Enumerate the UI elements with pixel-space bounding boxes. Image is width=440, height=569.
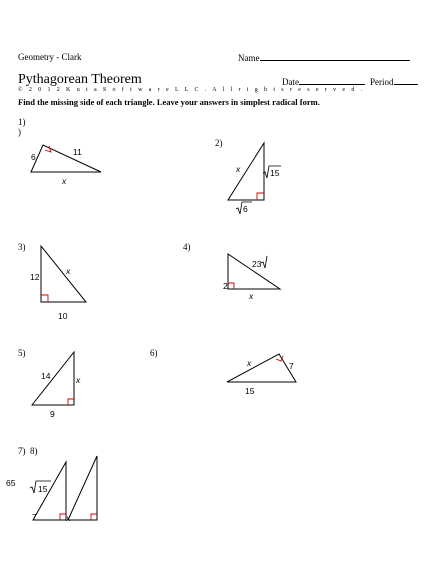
p6-unknown: x [247,358,252,368]
p4-top: 23 [252,259,262,269]
p7-left-num: 65 [6,478,16,488]
right-angle-5 [68,399,74,405]
copyright-line: © 2 0 1 2 K u t a S o f t w a r e L L C . A l l r i g h t s r e s e r v e d . [18,87,365,93]
p6-hyp: 15 [245,386,255,396]
problem-3-number: 3) [18,242,26,252]
period-label: Period [370,77,394,87]
right-angle-8 [91,514,97,520]
triangle-8 [68,456,97,520]
right-angle-2 [257,193,264,200]
problem-4-number: 4) [183,242,191,252]
problem-2-number: 2) [215,138,223,148]
problem-7-number: 7) [18,446,26,456]
p5-unknown: x [76,375,81,385]
p7-base: 7 [32,512,37,522]
p4-unknown: x [249,291,254,301]
p2-unknown: x [236,164,241,174]
p2-radical-b: 6 [243,204,248,214]
p3-leg-a: 12 [30,272,40,282]
radical-sign-4 [261,256,267,268]
triangle-1 [31,145,101,172]
p4-left: 2 [223,281,228,291]
instructions: Find the missing side of each triangle. Leave your answers in simplest radical form. [18,97,320,107]
triangle-6 [227,354,296,382]
triangle-5 [32,352,74,405]
p1-leg-a: 6 [31,152,36,162]
p3-leg-b: 10 [58,311,68,321]
p5-hyp: 14 [41,371,51,381]
right-angle-6 [276,356,283,361]
p1-unknown: x [62,176,67,186]
problem-1-number: 1) [18,117,26,127]
problem-8-number: 8) [30,446,38,456]
problem-6-number: 6) [150,348,158,358]
p6-leg: 7 [289,361,294,371]
p8-unknown: x [66,513,71,523]
right-angle-3 [41,295,48,302]
problem-5-number: 5) [18,348,26,358]
name-label: Name [238,53,260,63]
course-label: Geometry - Clark [18,52,82,62]
worksheet-title: Pythagorean Theorem [18,72,142,87]
p3-unknown: x [66,266,71,276]
problem-1-extra: ) [18,127,21,137]
p5-leg: 9 [50,409,55,419]
triangle-3 [41,246,86,302]
p7-radical: 15 [38,484,48,494]
triangle-2 [228,143,264,200]
date-label: Date [282,77,299,87]
right-angle-4 [228,283,234,289]
p1-hyp: 11 [73,147,82,157]
p2-radical-a: 15 [270,168,280,178]
